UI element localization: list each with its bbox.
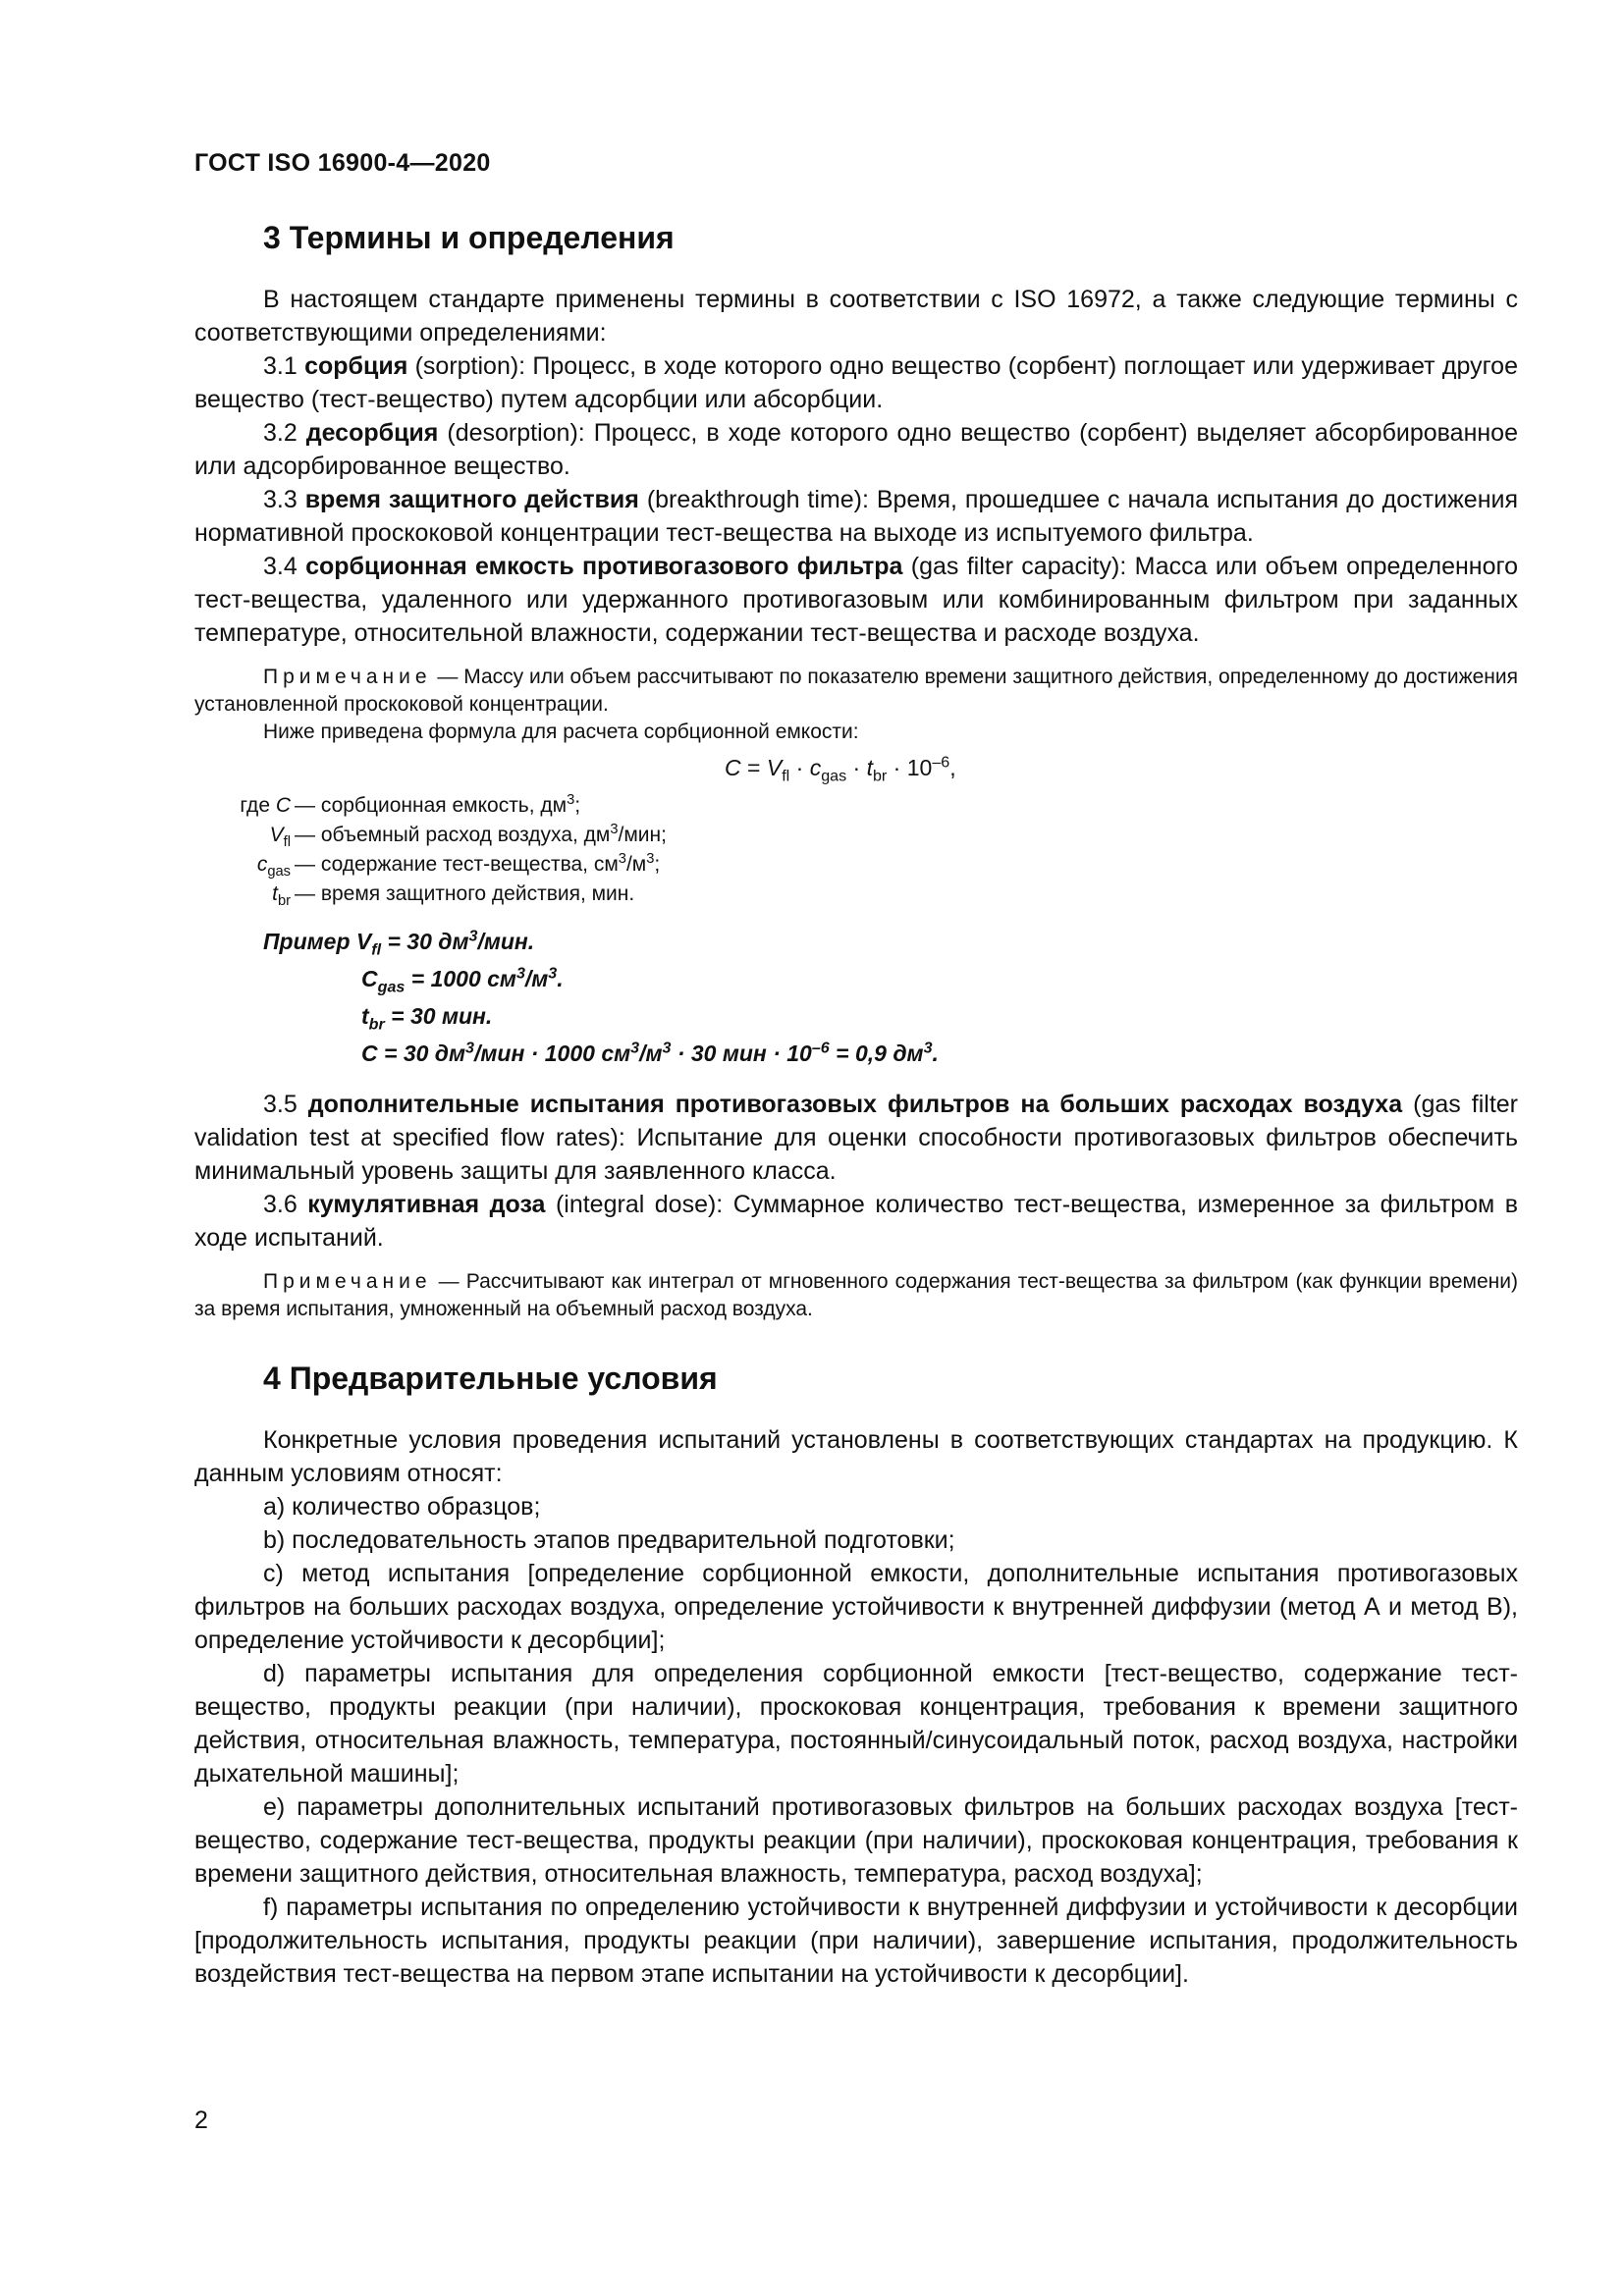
formula-legend <box>194 791 1518 909</box>
example-sub: br <box>368 1015 385 1034</box>
legend-sub: gas <box>267 864 291 881</box>
formula-v-sub: fl <box>782 767 790 785</box>
note-3-4 <box>194 664 1518 719</box>
example-text: = 30 дм <box>381 929 469 954</box>
condition-item-d: d) параметры испытания для определения сорбционной емкости [тест-вещество, содержание тест-вещество, продукты реакции (при наличии), проскоковая концентрация, требования к времени защитного действия, относительная влажность, температура, постоянный/синусоидальный поток, расход воздуха, настройки дыхательной машины]; <box>194 1660 1518 1788</box>
example-sup: 3 <box>548 964 558 983</box>
example-line <box>361 1035 1518 1072</box>
term-3-1 <box>194 349 1518 416</box>
legend-sym: C <box>275 794 291 817</box>
term-definition: (gas filter validation test at specified flow rates): Испытание для оценки способности противогазовых фильтров обеспечить минимальный уровень защиты для заявленного класса. <box>194 1091 1518 1185</box>
example-text: /мин · 1000 см <box>473 1041 631 1066</box>
example-text: · 30 мин · 10 <box>671 1041 812 1066</box>
section-3-intro: В настоящем стандарте применены термины в соответствии с ISO 16972, а также следующие термины с соответствующими определениями: <box>194 286 1518 347</box>
example-after: /мин. <box>477 929 535 954</box>
term-number: 3.2 <box>263 419 306 447</box>
example-sub: fl <box>371 940 382 959</box>
legend-row <box>194 880 1518 909</box>
legend-sym: V <box>269 824 284 846</box>
term-name: сорбционная емкость противогазового фильтра <box>305 553 903 580</box>
legend-sup: 3 <box>567 792 575 808</box>
example-sup: 3 <box>465 1039 474 1057</box>
legend-after: ; <box>654 853 661 876</box>
term-number: 3.1 <box>263 352 305 380</box>
page-content <box>194 218 1518 1991</box>
section-3-title: 3 Термины и определения <box>263 220 675 255</box>
formula-eq: = <box>740 755 767 780</box>
formula-cgas-sub: gas <box>821 767 847 785</box>
term-3-3 <box>194 483 1518 550</box>
term-number: 3.3 <box>263 486 305 513</box>
term-3-4 <box>194 550 1518 650</box>
legend-desc: — содержание тест-вещества, см <box>295 853 619 876</box>
document-id-header: ГОСТ ISO 16900-4—2020 <box>194 149 491 177</box>
note-label: Примечание <box>263 1270 432 1293</box>
example-sym: V <box>355 929 372 954</box>
note-3-6 <box>194 1268 1518 1323</box>
example-sup: 3 <box>630 1039 640 1057</box>
legend-desc: — объемный расход воздуха, дм <box>295 824 611 846</box>
example-text: /м <box>639 1041 663 1066</box>
legend-prefix: где <box>240 794 276 817</box>
condition-item-b: b) последовательность этапов предварительной подготовки; <box>263 1526 955 1554</box>
legend-sup: 3 <box>646 851 655 867</box>
term-name: кумулятивная доза <box>307 1191 546 1218</box>
condition-item-f: f) параметры испытания по определению устойчивости к внутренней диффузии и устойчивости к десорбции [продолжительность испытания, продукты реакции (при наличии), завершение испытания, продолжительность воздействия тест-вещества на первом этапе испытании на устойчивости к десорбции]. <box>194 1894 1518 1988</box>
legend-text <box>295 880 634 909</box>
formula-end: , <box>949 755 956 780</box>
formula-t: t <box>866 755 873 780</box>
legend-symbol <box>194 880 295 909</box>
legend-sub: br <box>277 893 291 910</box>
example-line <box>361 997 1518 1035</box>
legend-row <box>194 791 1518 821</box>
legend-symbol <box>194 850 295 880</box>
legend-sym: t <box>272 882 278 905</box>
legend-sup: 3 <box>610 822 619 837</box>
legend-sub: fl <box>283 834 291 851</box>
term-name: сорбция <box>304 352 408 380</box>
term-name: время защитного действия <box>304 486 639 513</box>
term-3-6 <box>194 1188 1518 1255</box>
legend-symbol <box>194 821 295 850</box>
example-sup: –6 <box>811 1039 830 1057</box>
legend-desc: — время защитного действия, мин. <box>295 882 635 905</box>
capacity-formula <box>725 750 1518 785</box>
formula-dot: · <box>887 755 907 780</box>
formula-intro: Ниже приведена формула для расчета сорбционной емкости: <box>263 721 859 743</box>
note-text: — Рассчитывают как интеграл от мгновенного содержания тест-вещества за фильтром (как функции времени) за время испытания, умноженный на объемный расход воздуха. <box>194 1270 1518 1320</box>
legend-after: ; <box>574 794 581 817</box>
term-number: 3.6 <box>263 1191 308 1218</box>
example-sup: 3 <box>515 964 525 983</box>
example-sup: 3 <box>923 1039 933 1057</box>
example-after: . <box>557 966 564 991</box>
example-line <box>361 960 1518 997</box>
note-text: — Массу или объем рассчитывают по показателю времени защитного действия, определенному до достижения установленной проскоковой концентрации. <box>194 666 1518 716</box>
example-sub: gas <box>377 978 406 996</box>
term-definition: (breakthrough time): Время, прошедшее с начала испытания до достижения нормативной проскоковой концентрации тест-вещества на выходе из испытуемого фильтра. <box>194 486 1519 547</box>
formula-exp: –6 <box>932 753 950 772</box>
term-name: десорбция <box>305 419 439 447</box>
example-label: Пример <box>263 929 356 954</box>
example-after: /м <box>524 966 549 991</box>
formula-t-sub: br <box>872 767 888 785</box>
legend-after: /мин; <box>618 824 667 846</box>
calculation-example <box>263 923 1518 1072</box>
term-definition: (desorption): Процесс, в ходе которого одно вещество (сорбент) выделяет абсорбированное или адсорбированное вещество. <box>194 419 1518 480</box>
example-text: . <box>932 1041 939 1066</box>
formula-cgas: c <box>809 755 822 780</box>
formula-dot: · <box>846 755 867 780</box>
example-sup: 3 <box>468 927 478 945</box>
legend-desc: — сорбционная емкость, дм <box>295 794 568 817</box>
formula-dot: · <box>789 755 810 780</box>
example-sym: t <box>361 1003 369 1029</box>
example-text: = 1000 см <box>405 966 516 991</box>
legend-sup: 3 <box>618 851 626 867</box>
term-name: дополнительные испытания противогазовых фильтров на больших расходах воздуха <box>307 1091 1403 1118</box>
legend-text <box>295 791 580 821</box>
formula-ten: 10 <box>906 755 933 780</box>
example-sup: 3 <box>662 1039 672 1057</box>
term-definition: (integral dose): Суммарное количество тест-вещества, измеренное за фильтром в ходе испытаний. <box>194 1191 1519 1252</box>
example-line <box>263 923 1518 960</box>
term-definition: (gas filter capacity): Масса или объем определенного тест-вещества, удаленного или удержанного противогазовым или комбинированным фильтром при заданных температуре, относительной влажности, содержании тест-вещества и расходе воздуха. <box>194 553 1518 647</box>
example-text: C = 30 дм <box>361 1041 466 1066</box>
note-label: Примечание <box>263 666 432 688</box>
legend-after: /м <box>625 853 647 876</box>
example-text: = 30 мин. <box>384 1003 493 1029</box>
condition-item-a: a) количество образцов; <box>263 1493 541 1521</box>
legend-row <box>194 850 1518 880</box>
term-number: 3.4 <box>263 553 306 580</box>
section-4-intro: Конкретные условия проведения испытаний установлены в соответствующих стандартах на продукцию. К данным условиям относят: <box>194 1426 1518 1487</box>
term-number: 3.5 <box>263 1091 308 1118</box>
legend-sym: c <box>256 853 268 876</box>
formula-v: V <box>766 755 783 780</box>
example-sym: C <box>361 966 378 991</box>
legend-row <box>194 821 1518 850</box>
term-definition: (sorption): Процесс, в ходе которого одно вещество (сорбент) поглощает или удерживает другое вещество (тест-вещество) путем адсорбции или абсорбции. <box>194 352 1518 413</box>
condition-item-e: e) параметры дополнительных испытаний противогазовых фильтров на больших расходах воздуха [тест-вещество, содержание тест-вещества, продукты реакции (при наличии), проскоковая концентрация, требования к времени защитного действия, относительная влажность, температура, расход воздуха]; <box>194 1793 1518 1888</box>
term-3-5 <box>194 1088 1518 1188</box>
example-text: = 0,9 дм <box>829 1041 924 1066</box>
legend-symbol <box>194 791 295 821</box>
page-number: 2 <box>194 2107 208 2134</box>
section-4-title: 4 Предварительные условия <box>263 1361 718 1396</box>
legend-text <box>295 850 660 880</box>
term-3-2 <box>194 416 1518 483</box>
legend-text <box>295 821 667 850</box>
condition-item-c: c) метод испытания [определение сорбционной емкости, дополнительные испытания противогазовых фильтров на больших расходах воздуха, определение устойчивости к внутренней диффузии (метод А и метод В), определение устойчивости к десорбции]; <box>194 1560 1518 1654</box>
formula-c: C <box>725 755 741 780</box>
